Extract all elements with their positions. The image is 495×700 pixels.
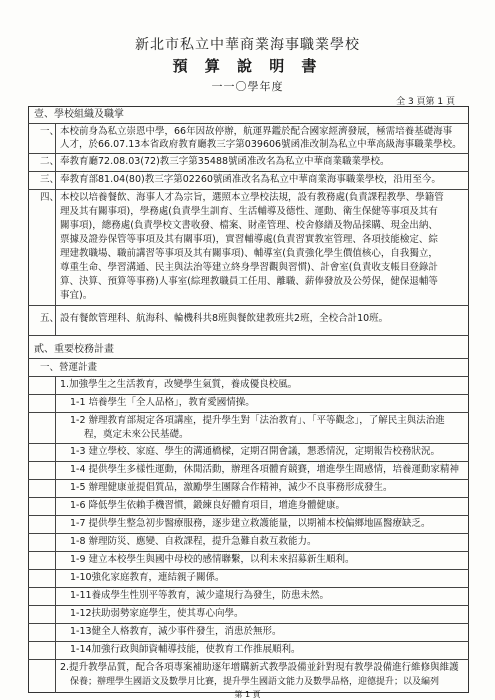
column-divider <box>55 376 56 693</box>
plan-subitem: 1-14加強行政與師資輔導技能，使教育工作推展順利。 <box>70 644 301 655</box>
divider <box>28 461 469 462</box>
divider <box>28 123 469 124</box>
plan-subitem: 1-3 建立學校、家庭、學生的溝通橋樑，定期召開會議，懇悉情況，定期報告校務狀況。 <box>70 446 441 457</box>
plan-subitem: 1-8 辦理防災、應變、自救課程，提升急難自救互救能力。 <box>70 536 317 547</box>
plan-subitem: 程，奠定未來公民基礎。 <box>84 429 189 440</box>
divider <box>28 497 469 498</box>
section1-item-number: 三、 <box>40 174 60 185</box>
divider <box>28 605 469 606</box>
plan-item: 2.提升教學品質，配合各項專案補助逐年增購新式教學設備並針對現有教學設備進行維修與維護 <box>60 662 459 673</box>
section1-item-text: 奉教育廳72.08.03(72)教三字第35488號函准改名為私立中華商業職業學校。 <box>60 156 390 167</box>
section2-subheading: 一、營運計畫 <box>40 362 98 373</box>
section1-item-number: 二、 <box>40 156 60 167</box>
section1-item-text: 人才，於66.07.13本省政府教育廳教三字第039606號函准改制為私立中華高級海事職業學校。 <box>60 139 462 150</box>
school-name: 新北市私立中華商業海事職業學校 <box>135 37 360 53</box>
divider <box>28 569 469 570</box>
divider <box>28 171 469 172</box>
section1-item-text: 關事項)，總務處(負責學校文書收發、檔案、財產管理、校舍修繕及物品採購、現金出納、 <box>60 220 438 231</box>
divider <box>28 412 469 413</box>
plan-item: 1.加強學生之生活教育，改變學生氣質，養成優良校風。 <box>60 379 298 390</box>
section1-item-text: 理建教職場、職前講習等事項及其有關事項)、輔導室(負責強化學生價值核心，自我獨立， <box>60 248 438 259</box>
divider <box>28 305 469 306</box>
plan-subitem: 1-13健全人格教育，減少事件發生，消患於無形。 <box>70 626 282 637</box>
divider <box>28 623 469 624</box>
page-count: 全 3 頁第 1 頁 <box>396 97 455 107</box>
section1-heading: 壹、學校組織及職掌 <box>34 109 124 120</box>
section1-item-text: 本校前身為私立崇恩中學，66年因故停辦，航運界鑑於配合國家經濟發展，極需培養基礎海事 <box>60 126 453 137</box>
section1-item-text: 事宜)。 <box>60 290 93 301</box>
section1-item-text: 票據及證券保管等事項及其有關事項)，實習輔導處(負責習實教室管理、各項技能檢定、綜 <box>60 234 438 245</box>
plan-subitem: 1-2 辦理教育部規定各項講座，提升學生對「法治教育」、「平等觀念」，了解民主與法治進 <box>70 415 445 426</box>
plan-subitem: 1-9 建立本校學生與國中母校的感情聯繫，以利未來招募新生順利。 <box>70 554 355 565</box>
plan-subitem: 1-10強化家庭教育，連結親子關係。 <box>70 572 225 583</box>
section1-item-text: 本校以培養餐飲、海事人才為宗旨，選照本立學校法規，設有教務處(負責課程教學、學籍管 <box>60 192 444 203</box>
divider <box>28 587 469 588</box>
divider <box>28 335 469 336</box>
section1-item-text: 尊重生命、學習溝通、民主與法治等建立終身學習觀與習慣)、計會室(負責收支帳目登錄計 <box>60 262 438 273</box>
plan-item: 保養；辦理學生國語文及數學月比賽，提升學生國語文能力及數學品格，迎德提升；以及編列 <box>70 677 440 687</box>
plan-subitem: 1-6 降低學生依賴手機習慣，鍛練良好體育項目，增進身體健康。 <box>70 500 346 511</box>
section1-item-number: 五、 <box>40 313 60 324</box>
divider <box>28 376 469 377</box>
section2-heading: 貳、重要校務計畫 <box>34 344 114 355</box>
divider <box>28 515 469 516</box>
divider <box>28 189 469 190</box>
academic-year: 一一〇學年度 <box>211 80 284 93</box>
divider <box>28 551 469 552</box>
divider <box>28 659 469 660</box>
divider <box>28 443 469 444</box>
document-title: 預 算 說 明 書 <box>172 57 323 75</box>
divider <box>28 394 469 395</box>
divider <box>28 153 469 154</box>
plan-subitem: 1-12扶助弱勢家庭學生，使其專心向學。 <box>70 608 244 619</box>
section1-item-number: 一、 <box>40 126 60 137</box>
page-footer: 第 1 頁 <box>234 690 261 699</box>
divider <box>28 479 469 480</box>
divider <box>28 358 469 359</box>
section1-item-text: 算、決算、預算等事務)人事室(綜理教職員工任用、離職、薪俸發放及公勞保，健保退輔等 <box>60 276 438 287</box>
divider <box>28 641 469 642</box>
section1-item-text: 奉教育部81.04(80)教三字第02260號函准改名為私立中華商業海事職業學校，沿用至今。 <box>60 174 441 185</box>
section1-item-number: 四、 <box>40 192 60 203</box>
section1-item-text: 設有餐飲管理科、航海科、輪機科共8班與餐飲建教班共2班，全校合計10班。 <box>60 313 389 324</box>
plan-subitem: 1-7 提供學生整急初步醫療服務，逐步建立救護能量，以期補本校偏鄉地區醫療缺乏。 <box>70 518 431 529</box>
column-divider <box>55 123 56 335</box>
section1-item-text: 理及其有關事項)，學務處(負責學生訓育、生活輔導及德性、運動、衛生保健等事項及其有 <box>60 206 438 217</box>
plan-subitem: 1-5 辦理健康並提倡質品，激勵學生團隊合作精神，減少不良事務形成發生。 <box>70 482 393 493</box>
plan-subitem: 1-4 提供學生多樣性運動，休閒活動，辦理各項體育競賽，增進學生間感情，培養運動家精神 <box>70 464 460 475</box>
divider <box>28 533 469 534</box>
plan-subitem: 1-1 培養學生「全人品格」，教育愛國情操。 <box>70 397 255 408</box>
plan-subitem: 1-11養成學生性別平等教育，減少違規行為發生，防患未然。 <box>70 590 330 601</box>
